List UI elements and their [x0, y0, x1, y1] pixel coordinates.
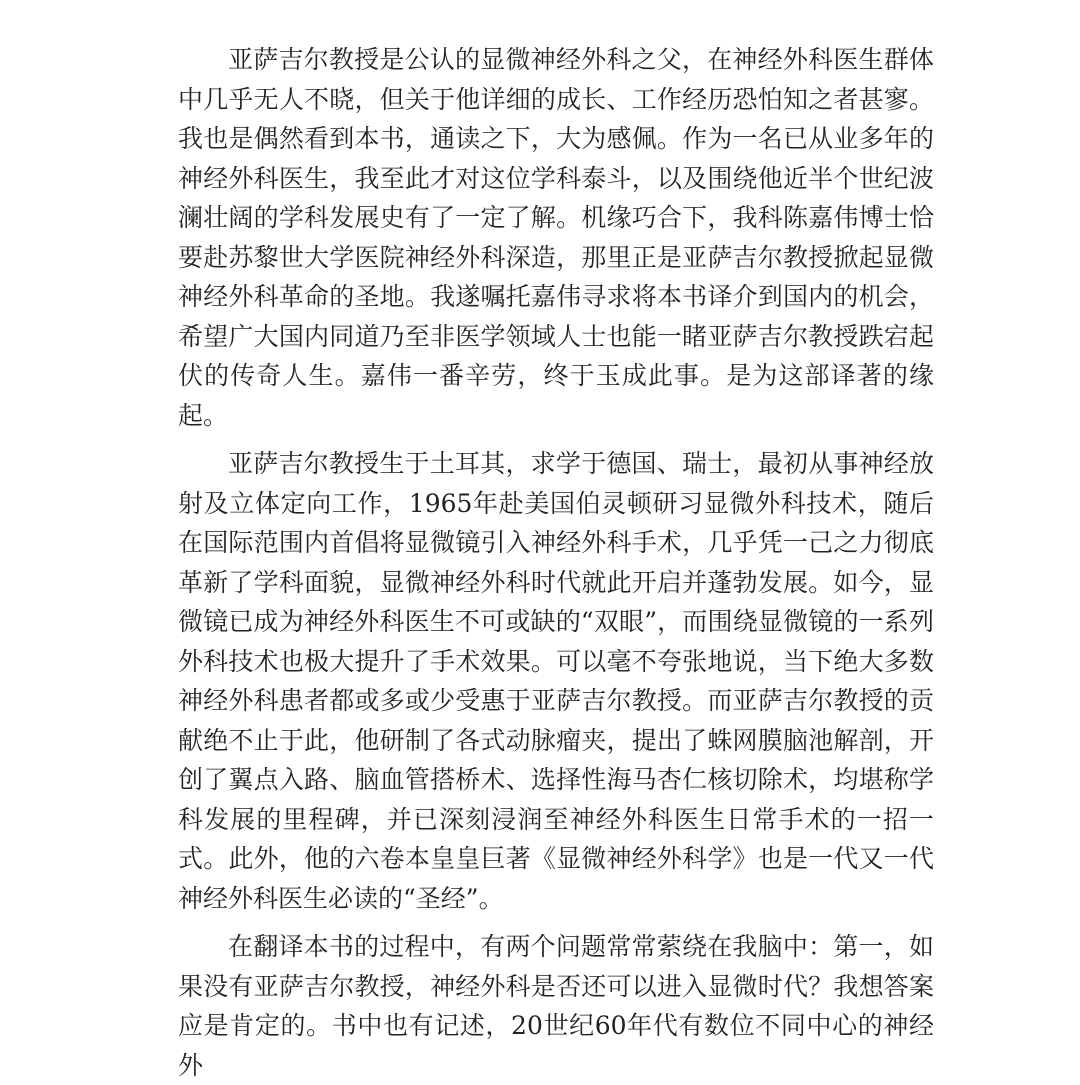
paragraph-2: 亚萨吉尔教授生于土耳其，求学于德国、瑞士，最初从事神经放射及立体定向工作，1965年赴美国伯灵顿研习显微外科技术，随后在国际范围内首倡将显微镜引入神经外科手术，几乎凭一己之力彻底革新了学科面貌，显微神经外科时代就此开启并蓬勃发展。如今，显微镜已成为神经外科医生不可或缺的“双眼”，而围绕显微镜的一系列外科技术也极大提升了手术效果。可以毫不夸张地说，当下绝大多数神经外科患者都或多或少受惠于亚萨吉尔教授。而亚萨吉尔教授的贡献绝不止于此，他研制了各式动脉瘤夹，提出了蛛网膜脑池解剖，开创了翼点入路、脑血管搭桥术、选择性海马杏仁核切除术，均堪称学科发展的里程碑，并已深刻浸润至神经外科医生日常手术的一招一式。此外，他的六卷本皇皇巨著《显微神经外科学》也是一代又一代神经外科医生必读的“圣经”。: [178, 449, 934, 913]
paragraph-1: 亚萨吉尔教授是公认的显微神经外科之父，在神经外科医生群体中几乎无人不晓，但关于他详细的成长、工作经历恐怕知之者甚寥。我也是偶然看到本书，通读之下，大为感佩。作为一名已从业多年的神经外科医生，我至此才对这位学科泰斗，以及围绕他近半个世纪波澜壮阔的学科发展史有了一定了解。机缘巧合下，我科陈嘉伟博士恰要赴苏黎世大学医院神经外科深造，那里正是亚萨吉尔教授掀起显微神经外科革命的圣地。我遂嘱托嘉伟寻求将本书译介到国内的机会，希望广大国内同道乃至非医学领域人士也能一睹亚萨吉尔教授跌宕起伏的传奇人生。嘉伟一番辛劳，终于玉成此事。是为这部译著的缘起。: [178, 45, 934, 430]
paragraph-3: 在翻译本书的过程中，有两个问题常常萦绕在我脑中：第一，如果没有亚萨吉尔教授，神经外科是否还可以进入显微时代？我想答案应是肯定的。书中也有记述，20世纪60年代有数位不同中心的神经外: [178, 932, 934, 1080]
document-page: [178, 40, 934, 1085]
